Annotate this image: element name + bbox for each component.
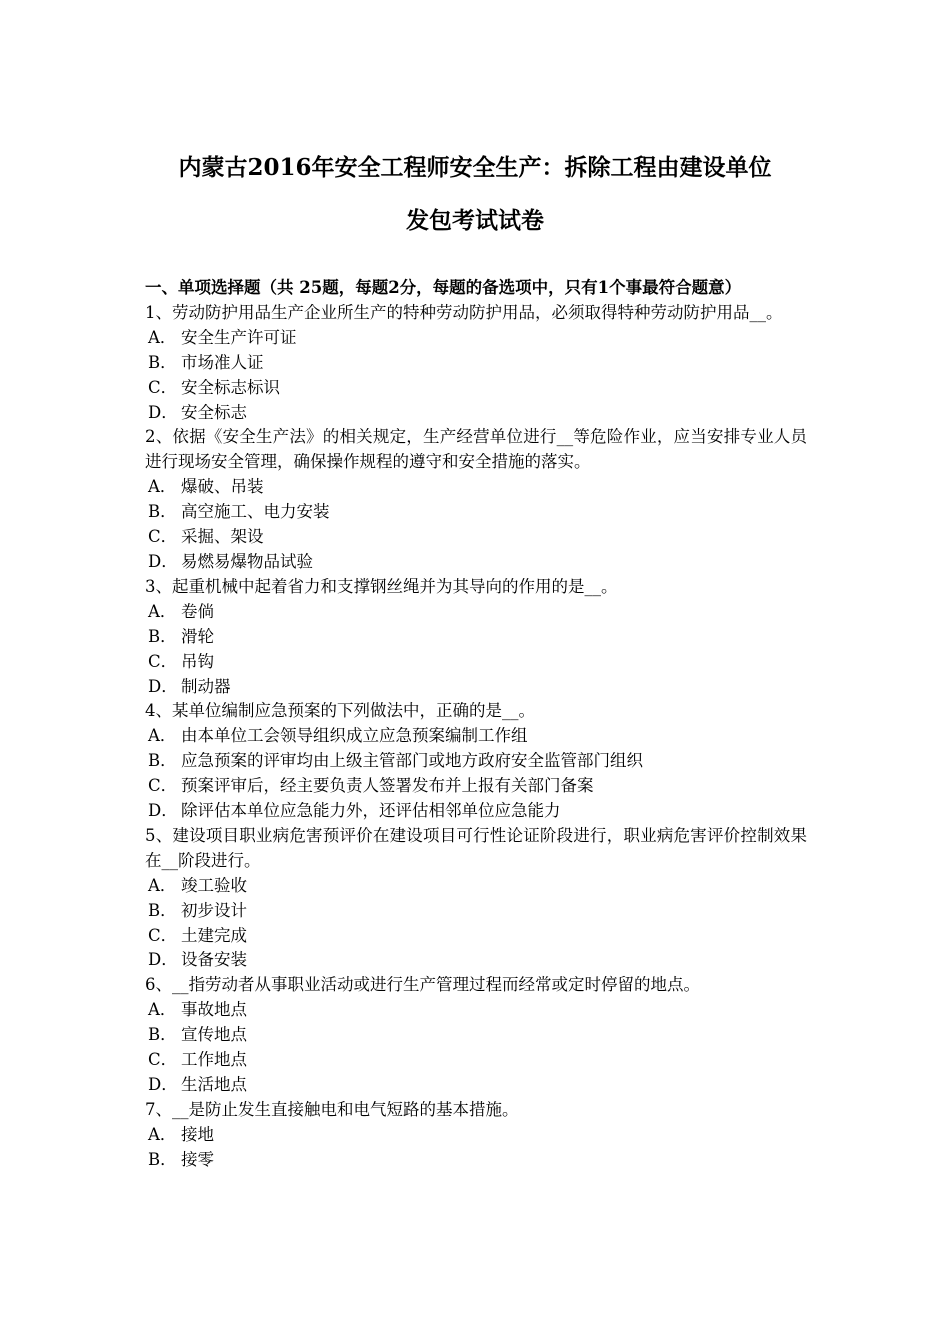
- option-text: 宣传地点: [181, 1025, 247, 1045]
- option-c: [145, 525, 807, 550]
- option-c: [145, 376, 807, 401]
- option-text: 初步设计: [181, 900, 247, 920]
- option-text: 安全标志标识: [181, 377, 280, 397]
- question-stem: 5、建设项目职业病危害预评价在建设项目可行性论证阶段进行，职业病危害评价控制效果在__阶段进行。: [145, 825, 807, 870]
- option-letter: D．: [148, 551, 178, 571]
- option-letter: B．: [148, 900, 177, 920]
- question-7: [145, 1098, 807, 1173]
- option-text: 滑轮: [181, 626, 214, 646]
- option-d: [145, 948, 807, 973]
- question-1: [145, 301, 807, 426]
- option-letter: C．: [148, 925, 178, 945]
- option-text: 制动器: [181, 676, 231, 696]
- option-text: 竣工验收: [181, 875, 247, 895]
- option-b: [145, 1148, 807, 1173]
- option-d: [145, 401, 807, 426]
- question-stem: 7、__是防止发生直接触电和电气短路的基本措施。: [145, 1099, 519, 1119]
- option-b: [145, 625, 807, 650]
- option-a: [145, 326, 807, 351]
- option-letter: A．: [148, 477, 177, 497]
- option-text: 事故地点: [181, 1000, 247, 1020]
- option-d: [145, 550, 807, 575]
- option-letter: A．: [148, 327, 177, 347]
- option-text: 除评估本单位应急能力外，还评估相邻单位应急能力: [181, 801, 561, 821]
- section-heading: 一、单项选择题（共 25题，每题2分，每题的备选项中，只有1个事最符合题意）: [145, 278, 742, 297]
- option-c: [145, 650, 807, 675]
- option-letter: D．: [148, 950, 178, 970]
- option-text: 市场准人证: [181, 352, 264, 372]
- option-a: [145, 724, 807, 749]
- option-letter: D．: [148, 1075, 178, 1094]
- option-letter: B．: [148, 352, 177, 372]
- option-letter: D．: [148, 676, 178, 696]
- option-text: 由本单位工会领导组织成立应急预案编制工作组: [181, 726, 528, 746]
- question-stem: 3、起重机械中起着省力和支撑钢丝绳并为其导向的作用的是__。: [145, 576, 618, 596]
- option-letter: A．: [148, 875, 177, 895]
- option-b: [145, 500, 807, 525]
- option-d: [145, 1073, 807, 1098]
- question-stem: 1、劳动防护用品生产企业所生产的特种劳动防护用品，必须取得特种劳动防护用品__。: [145, 302, 783, 322]
- option-letter: B．: [148, 626, 177, 646]
- option-text: 采掘、架设: [181, 527, 264, 547]
- question-stem: 4、某单位编制应急预案的下列做法中，正确的是__。: [145, 701, 535, 721]
- option-c: [145, 924, 807, 949]
- option-d: [145, 675, 807, 700]
- question-6: [145, 973, 807, 1098]
- option-text: 土建完成: [181, 925, 247, 945]
- option-letter: C．: [148, 1050, 178, 1070]
- option-b: [145, 899, 807, 924]
- option-letter: C．: [148, 377, 178, 397]
- option-letter: A．: [148, 1000, 177, 1020]
- option-letter: B．: [148, 751, 177, 771]
- option-b: [145, 351, 807, 376]
- question-3: [145, 575, 807, 700]
- option-a: [145, 475, 807, 500]
- option-letter: A．: [148, 601, 177, 621]
- option-text: 爆破、吊装: [181, 477, 264, 497]
- option-text: 应急预案的评审均由上级主管部门或地方政府安全监管部门组织: [181, 751, 643, 771]
- option-letter: D．: [148, 801, 178, 821]
- option-b: [145, 749, 807, 774]
- option-text: 卷倘: [181, 601, 214, 621]
- option-text: 高空施工、电力安装: [181, 502, 330, 522]
- option-text: 工作地点: [181, 1050, 247, 1070]
- option-letter: B．: [148, 1025, 177, 1045]
- option-a: [145, 998, 807, 1023]
- option-text: 接零: [181, 1149, 214, 1169]
- option-text: 生活地点: [181, 1075, 247, 1094]
- option-letter: C．: [148, 651, 178, 671]
- option-text: 预案评审后，经主要负责人签署发布并上报有关部门备案: [181, 776, 594, 796]
- question-stem: 2、依据《安全生产法》的相关规定，生产经营单位进行__等危险作业，应当安排专业人员进行现场安全管理，确保操作规程的遵守和安全措施的落实。: [145, 427, 807, 472]
- option-letter: B．: [148, 502, 177, 522]
- option-c: [145, 1048, 807, 1073]
- option-text: 安全生产许可证: [181, 327, 297, 347]
- option-text: 接地: [181, 1124, 214, 1144]
- option-letter: A．: [148, 726, 177, 746]
- question-5: [145, 824, 807, 973]
- option-text: 吊钩: [181, 651, 214, 671]
- question-stem: 6、__指劳动者从事职业活动或进行生产管理过程而经常或定时停留的地点。: [145, 975, 700, 995]
- question-list: [145, 276, 807, 1173]
- option-c: [145, 774, 807, 799]
- option-b: [145, 1023, 807, 1048]
- option-letter: C．: [148, 527, 178, 547]
- option-letter: D．: [148, 402, 178, 422]
- option-text: 安全标志: [181, 402, 247, 422]
- question-4: [145, 699, 807, 824]
- question-2: [145, 425, 807, 574]
- option-a: [145, 1123, 807, 1148]
- option-letter: C．: [148, 776, 178, 796]
- option-a: [145, 874, 807, 899]
- option-a: [145, 600, 807, 625]
- option-letter: B．: [148, 1149, 177, 1169]
- option-text: 易燃易爆物品试验: [181, 551, 313, 571]
- document-title-line-1: 内蒙古2016年安全工程师安全生产：拆除工程由建设单位: [178, 154, 772, 181]
- option-letter: A．: [148, 1124, 177, 1144]
- option-text: 设备安装: [181, 950, 247, 970]
- document-title-line-2: 发包考试试卷: [406, 207, 544, 234]
- option-d: [145, 799, 807, 824]
